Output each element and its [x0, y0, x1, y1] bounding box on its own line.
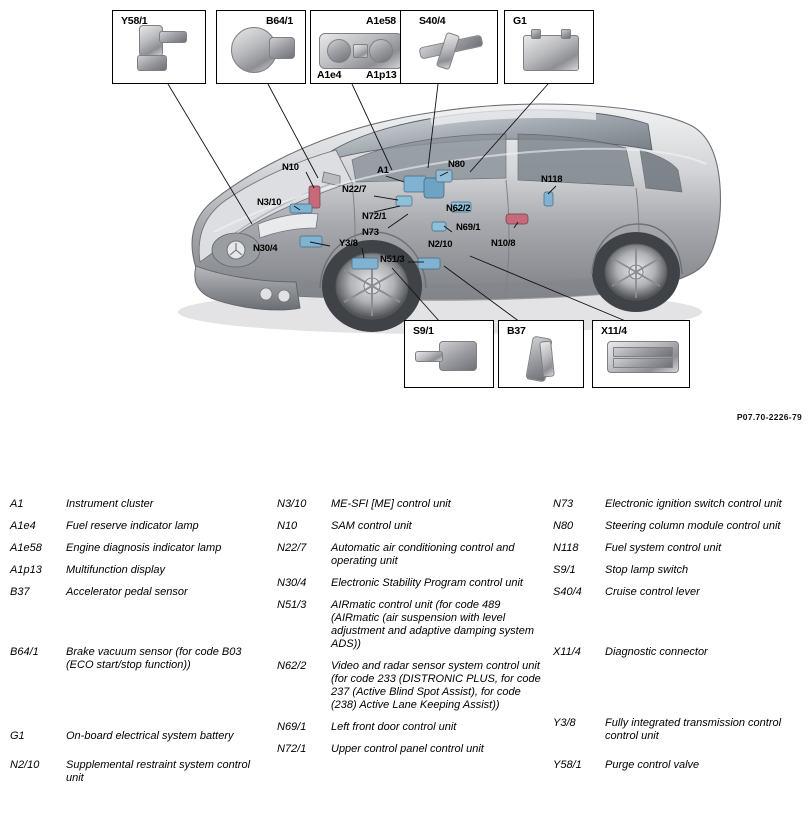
vacuum-port-icon — [269, 37, 295, 59]
front-wheel — [322, 240, 422, 332]
callout-label-x11-4: X11/4 — [601, 325, 627, 337]
rear-wheel — [592, 232, 680, 312]
battery-icon — [523, 35, 579, 71]
legend-row — [553, 542, 803, 555]
callout-label-a1e58: A1e58 — [366, 15, 396, 27]
legend-description: Fuel reserve indicator lamp — [66, 519, 199, 532]
legend-description: AIRmatic control unit (for code 489 (AIRmatic (air suspension with level adjustment and adaptive damping system ADS)) — [331, 598, 535, 650]
legend-row — [10, 730, 268, 743]
multifunction-display-screen-icon — [353, 44, 368, 58]
legend-code: N3/10 — [277, 498, 307, 510]
hotspot-label-n30-4: N30/4 — [253, 243, 278, 254]
legend-description: Engine diagnosis indicator lamp — [66, 541, 222, 554]
legend-description: Accelerator pedal sensor — [66, 585, 188, 598]
legend-description: Instrument cluster — [66, 498, 154, 510]
legend-code: N73 — [553, 498, 574, 510]
callout-box-s40-4 — [400, 10, 498, 84]
hotspot-label-n10-8: N10/8 — [491, 238, 516, 249]
callout-label-b37: B37 — [507, 325, 526, 337]
connector-pin-row-2-icon — [613, 358, 673, 368]
pedal-arm-icon — [539, 340, 555, 377]
legend-row — [277, 743, 545, 756]
legend-description: Automatic air conditioning control and operating unit — [331, 541, 515, 567]
legend-description: Electronic ignition switch control unit — [605, 498, 782, 510]
legend-code: S9/1 — [553, 563, 576, 576]
legend-row — [277, 498, 545, 511]
legend-description: Cruise control lever — [605, 585, 700, 598]
legend-row — [553, 520, 803, 533]
callout-label-y58-1: Y58/1 — [121, 15, 148, 27]
hotspot-label-n72-1: N72/1 — [362, 211, 387, 222]
callout-label-s40-4: S40/4 — [419, 15, 446, 27]
legend-code: A1e58 — [10, 541, 42, 554]
legend-column-1 — [10, 498, 268, 794]
legend-description: Multifunction display — [66, 563, 166, 576]
diagnostic-connector-icon — [607, 341, 679, 373]
switch-plunger-icon — [415, 351, 443, 362]
legend-row — [10, 759, 268, 785]
legend-row — [277, 520, 545, 533]
hotspot-label-n22-7: N22/7 — [342, 184, 367, 195]
legend-row — [553, 498, 803, 511]
legend-code: N10 — [277, 519, 298, 532]
legend-description: Upper control panel control unit — [331, 742, 484, 755]
legend-row — [553, 759, 803, 772]
legend-description: Stop lamp switch — [605, 563, 689, 576]
legend-code: A1p13 — [10, 563, 42, 576]
legend-code: A1e4 — [10, 519, 36, 532]
hotspot-label-a1: A1 — [377, 165, 389, 176]
valve-nozzle-icon — [159, 31, 187, 43]
legend-code: N62/2 — [277, 659, 307, 672]
callout-label-a1p13: A1p13 — [366, 69, 397, 81]
vehicle-illustration — [178, 104, 720, 334]
battery-terminal-icon — [531, 29, 541, 39]
legend-description: Purge control valve — [605, 758, 700, 771]
legend-row — [553, 564, 803, 577]
legend-row — [277, 599, 545, 651]
hotspot-label-n2-10: N2/10 — [428, 239, 453, 250]
hotspot-label-n118: N118 — [541, 174, 563, 185]
legend-code: B64/1 — [10, 645, 39, 658]
legend-row — [10, 564, 268, 577]
legend-column-2 — [277, 498, 545, 765]
legend-description: ME-SFI [ME] control unit — [331, 498, 451, 510]
hotspot-label-n73: N73 — [362, 227, 379, 238]
legend-row — [10, 498, 268, 511]
legend-description: Electronic Stability Program control unit — [331, 576, 523, 589]
legend-description: Supplemental restraint system control unit — [66, 758, 251, 784]
legend-code: G1 — [10, 729, 25, 742]
legend-row — [553, 717, 803, 743]
legend-code: X11/4 — [553, 645, 581, 658]
legend-code: N51/3 — [277, 598, 307, 611]
connector-pin-row-icon — [613, 347, 673, 357]
legend-code: A1 — [10, 498, 24, 510]
legend-code: N2/10 — [10, 758, 40, 771]
legend-code: N30/4 — [277, 576, 307, 589]
legend-row — [10, 586, 268, 599]
legend-code: N80 — [553, 519, 574, 532]
legend-description: Steering column module control unit — [605, 519, 781, 532]
callout-label-b64-1: B64/1 — [266, 15, 294, 27]
legend-description: Fully integrated transmission control control unit — [605, 716, 782, 742]
legend-row — [10, 646, 268, 672]
hotspot-label-y3-8: Y3/8 — [339, 238, 358, 249]
legend-description: SAM control unit — [331, 519, 412, 532]
hotspot-label-n10: N10 — [282, 162, 299, 173]
battery-terminal-2-icon — [561, 29, 571, 39]
callout-label-g1: G1 — [513, 15, 527, 27]
legend-row — [277, 542, 545, 568]
callout-label-a1e4: A1e4 — [317, 69, 342, 81]
legend-code: N72/1 — [277, 742, 307, 755]
legend-description: Brake vacuum sensor (for code B03 (ECO start/stop function)) — [66, 645, 242, 671]
legend-row — [553, 586, 803, 599]
legend-code: Y58/1 — [553, 758, 582, 771]
legend-code: N69/1 — [277, 720, 307, 733]
legend-row — [553, 646, 803, 659]
legend-column-3 — [553, 498, 803, 781]
legend-row — [277, 577, 545, 590]
legend-row — [277, 721, 545, 734]
legend-code: N22/7 — [277, 541, 307, 554]
hotspot-label-n69-1: N69/1 — [456, 222, 481, 233]
legend-code: N118 — [553, 541, 579, 554]
legend-code: B37 — [10, 585, 30, 598]
legend-description: Video and radar sensor system control unit (for code 233 (DISTRONIC PLUS, for code 237 (Active Blind Spot Assist), for code (238) Active Lane Keeping Assist)) — [331, 659, 541, 711]
legend-row — [277, 660, 545, 712]
figure-number: P07.70-2226-79 — [736, 412, 802, 422]
callout-label-s9-1: S9/1 — [413, 325, 434, 337]
speedometer-dial-icon — [327, 39, 351, 63]
hotspot-label-n3-10: N3/10 — [257, 197, 282, 208]
legend-row — [10, 542, 268, 555]
hotspot-label-n80: N80 — [448, 159, 465, 170]
hotspot-label-n51-3: N51/3 — [380, 254, 405, 265]
legend-description: On-board electrical system battery — [66, 729, 234, 742]
legend-row — [10, 520, 268, 533]
legend-description: Left front door control unit — [331, 720, 457, 733]
legend-description: Fuel system control unit — [605, 541, 722, 554]
legend-code: Y3/8 — [553, 716, 576, 729]
valve-base-icon — [137, 55, 167, 71]
legend-code: S40/4 — [553, 585, 582, 598]
hotspot-label-n62-2: N62/2 — [446, 203, 471, 214]
tachometer-dial-icon — [369, 39, 393, 63]
legend-description: Diagnostic connector — [605, 645, 708, 658]
stop-lamp-switch-icon — [439, 341, 477, 371]
